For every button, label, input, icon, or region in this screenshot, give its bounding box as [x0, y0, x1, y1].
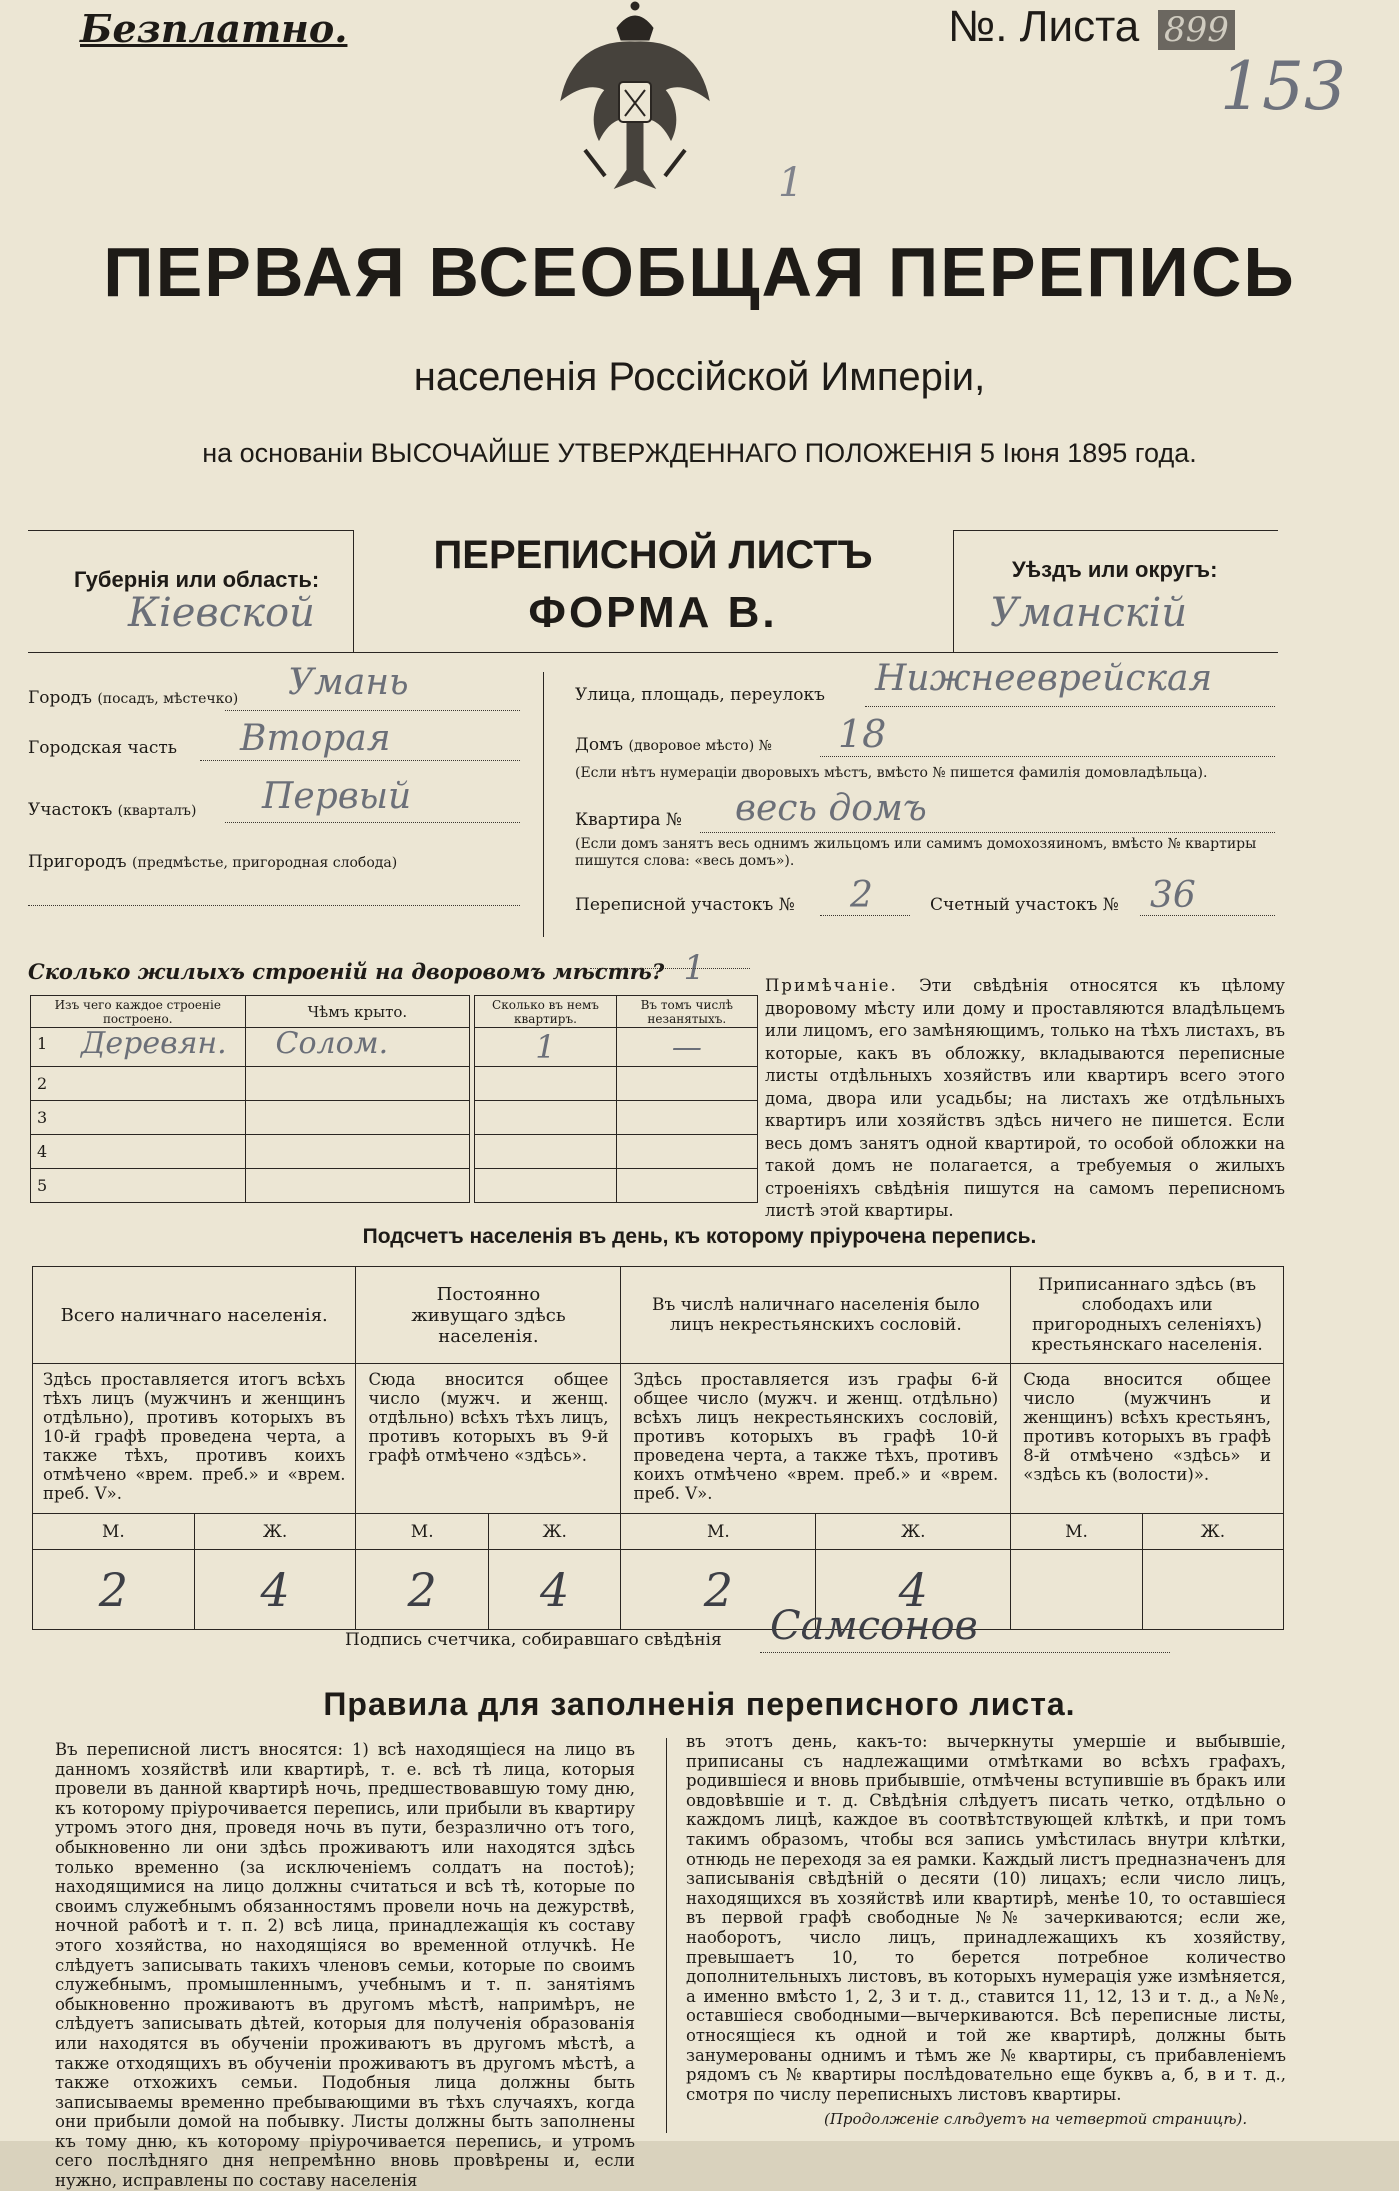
district-label-group: [28, 800, 196, 820]
col-roof: Чѣмъ крыто.: [245, 996, 470, 1028]
apartments-value: 1: [475, 1028, 616, 1067]
count-district-value: 36: [1150, 875, 1196, 916]
building-row: [31, 1169, 758, 1203]
signature-value: Самсонов: [770, 1603, 978, 1649]
row-number: 3: [31, 1101, 246, 1135]
district-value: Первый: [262, 776, 412, 817]
building-row: [31, 1028, 758, 1067]
col3-desc: Здѣсь проставляется изъ графы 6-й общее число (мужч. и женщ. отдѣльно) всѣхъ лицъ некрестьянскихъ сословій, противъ которыхъ въ графѣ 10-й проведена черта, а также тѣхъ, противъ коихъ отмѣчено «врем. преб.» и «врем. преб. V».: [621, 1364, 1011, 1514]
rules-left-column: Въ переписной листъ вносятся: 1) всѣ находящіеся на лицо въ данномъ хозяйствѣ или квартирѣ, т. е. всѣ тѣ лица, которыя провели въ данной квартирѣ ночь, предшествовавшую тому дню, къ которому пріурочивается перепись, или прибыли въ квартиру утромъ этого дня, проведя ночь въ пути, безразлично отъ того, обыкновенно ли они здѣсь проживаютъ или находятся здѣсь только временно (за исключеніемъ солдатъ на постоѣ); находящимися на лицо должны считаться и всѣ тѣ, которые по своимъ служебнымъ обязанностямъ провели ночь на дежурствѣ, ночной работѣ и т. п. 2) всѣ лица, принадлежащія къ составу этого хозяйства, но находящіяся во временной отлучкѣ. Не слѣдуетъ записывать такихъ членовъ семьи, которые по своимъ служебнымъ, промышленнымъ, учебнымъ и т. п. занятіямъ обыкновенно проживаютъ въ другомъ мѣстѣ, напримѣръ, не слѣдуетъ записывать дѣтей, которыя для полученія образованія или находятся въ обученіи проживаютъ въ другомъ мѣстѣ, а также отходящихъ въ обученіи проживаютъ въ другомъ мѣстѣ, а также отхожихъ семьи. Подобныя лица должны быть записываемы временно пребывающими въ тѣхъ случаяхъ, когда они прибыли домой на побывку. Листы должны быть заполнены къ тому дню, къ которому пріурочивается перепись, и утромъ сего послѣдняго дня непремѣнно вновь провѣрены и, если нужно, исправлены по составу населенія: [55, 1740, 635, 2191]
street-label: Улица, площадь, переулокъ: [575, 685, 825, 705]
house-hint: (Если нѣтъ нумераціи дворовыхъ мѣстъ, вмѣсто № пишется фамилія домовладѣльца).: [575, 765, 1208, 781]
form-subtitle: ФОРМА В.: [528, 588, 778, 637]
apartments-value: [475, 1169, 616, 1203]
m-label: М.: [356, 1514, 489, 1550]
apartments-value: [475, 1101, 616, 1135]
col-empty: Въ томъ числѣ незанятыхъ.: [616, 996, 757, 1028]
building-row: [31, 1135, 758, 1169]
empty-value: [616, 1169, 757, 1203]
col-material: Изъ чего каждое строеніе построено.: [31, 996, 246, 1028]
apartment-value: весь домъ: [735, 788, 927, 829]
main-title: ПЕРВАЯ ВСЕОБЩАЯ ПЕРЕПИСЬ: [103, 233, 1296, 311]
suburb-label-group: [28, 852, 397, 872]
roof-value: [245, 1067, 470, 1101]
free-label: Безплатно.: [80, 6, 348, 51]
subtitle: населенія Россійской Имперіи,: [413, 355, 986, 399]
row-number: 2: [31, 1067, 246, 1101]
buildings-table: [30, 995, 758, 1203]
resident-female: 4: [488, 1550, 621, 1630]
count-district-label: Счетный участокъ №: [930, 895, 1119, 915]
census-district-value: 2: [850, 875, 873, 916]
part-label: Городская часть: [28, 738, 178, 758]
building-row: [31, 1067, 758, 1101]
uezd-label: Уѣздъ или округъ:: [1012, 557, 1218, 582]
city-label: Городъ: [28, 688, 92, 708]
gubernia-label: Губернія или область:: [74, 567, 320, 592]
empty-value: [616, 1067, 757, 1101]
material-value: Деревян.: [81, 1026, 227, 1061]
col3-head: Въ числѣ наличнаго населенія было лицъ некрестьянскихъ сословій.: [621, 1267, 1011, 1364]
crown-icon: [617, 16, 653, 40]
city-label-group: [28, 688, 238, 708]
house-label-group: [575, 735, 772, 755]
count-title: Подсчетъ населенія въ день, къ которому пріурочена перепись.: [362, 1225, 1037, 1248]
rules-right-column: въ этотъ день, какъ-то: вычеркнуты умершіе и выбывшіе, приписаны съ надлежащими отмѣтками во всѣхъ графахъ, родившіеся и вновь прибывшіе, отмѣчены вступившіе въ бракъ или овдовѣвшіе и т. д. Свѣдѣнія слѣдуетъ писать четко, отдѣльно о каждомъ лицѣ, каждое въ соотвѣтствующей клѣткѣ, и при томъ такимъ образомъ, чтобы вся запись умѣстилась внутри клѣтки, отнюдь не переходя за ея рамки. Каждый листъ предназначенъ для записыванія свѣдѣній о десяти (10) лицахъ; если число лицъ, находящихся въ хозяйствѣ или квартирѣ, менѣе 10, то оставшіеся въ первой графѣ свободные №№ зачеркиваются; если же, наоборотъ, число лицъ, принадлежащихъ къ хозяйству, превышаетъ 10, то берется потребное количество дополнительныхъ листовъ, въ которыхъ нумерація уже измѣняется, а именно вмѣсто 1, 2, 3 и т. д., ставится 11, 12, 13 и т. д., а №№, оставшіеся свободными—вычеркиваются. Всѣ переписные листы, относящіеся къ одной и той же квартирѣ, должны быть занумерованы однимъ и тѣмъ же № квартиры, съ прибавленіемъ рядомъ съ № квартиры послѣдовательно еще буквъ а, б, в и т. д., смотря по числу переписныхъ листовъ квартиры.: [686, 1732, 1286, 2104]
nonpeasant-male: 2: [621, 1550, 816, 1630]
district-label: Участокъ: [28, 800, 113, 820]
uezd-value: Уманскій: [990, 590, 1188, 636]
signature-label: Подпись счетчика, собиравшаго свѣдѣнія: [345, 1630, 722, 1650]
basis-line: на основаніи ВЫСОЧАЙШЕ УТВЕРЖДЕННАГО ПОЛОЖЕНІЯ 5 Іюня 1895 года.: [202, 438, 1197, 468]
suburb-note: (предмѣстье, пригородная слобода): [132, 855, 398, 871]
apartment-hint: (Если домъ занятъ весь однимъ жильцомъ или самимъ домохозяиномъ, вмѣсто № квартиры пишутся слова: «весь домъ»).: [575, 836, 1257, 869]
house-note: (дворовое мѣсто) №: [628, 738, 772, 754]
buildings-question: Сколько жилыхъ строеній на дворовомъ мѣстѣ?: [28, 959, 665, 984]
m-label: М.: [33, 1514, 195, 1550]
city-value: Умань: [288, 662, 409, 703]
sheet-number-value: 899: [1158, 10, 1235, 50]
col2-desc: Сюда вносится общее число (мужч. и женщ. отдѣльно) всѣхъ тѣхъ лицъ, противъ которыхъ въ 9-й графѣ отмѣчено «здѣсь».: [356, 1364, 621, 1514]
part-value: Вторая: [240, 718, 391, 759]
empty-value: [616, 1101, 757, 1135]
form-title: ПЕРЕПИСНОЙ ЛИСТЪ: [433, 533, 873, 577]
gubernia-value: Кіевской: [128, 590, 315, 636]
empty-value: —: [616, 1028, 757, 1067]
roof-value: [245, 1101, 470, 1135]
city-note: (посадъ, мѣстечко): [97, 691, 239, 707]
m-label: М.: [621, 1514, 816, 1550]
buildings-answer: 1: [683, 948, 706, 988]
nonpeasant-female: 4: [816, 1550, 1011, 1630]
roof-value: [245, 1135, 470, 1169]
peasant-female: [1142, 1550, 1283, 1630]
building-row: [31, 1101, 758, 1135]
note-title: Примѣчаніе.: [765, 976, 898, 995]
suburb-label: Пригородъ: [28, 852, 127, 872]
rules-continued: (Продолженіе слѣдуетъ на четвертой страницѣ).: [824, 2110, 1248, 2128]
page-mark: 1: [778, 160, 804, 206]
roof-value: [245, 1169, 470, 1203]
imperial-eagle-emblem: [555, 0, 715, 205]
f-label: Ж.: [194, 1514, 356, 1550]
apartments-value: [475, 1135, 616, 1169]
m-label: М.: [1011, 1514, 1143, 1550]
census-district-label: Переписной участокъ №: [575, 895, 795, 915]
row-number: 5: [31, 1169, 246, 1203]
rules-title: Правила для заполненія переписного листа.: [323, 1686, 1076, 1722]
street-value: Нижнееврейская: [875, 658, 1213, 699]
col-apartments: Сколько въ немъ квартиръ.: [475, 996, 616, 1028]
district-note: (кварталъ): [117, 803, 197, 819]
apartment-label: Квартира №: [575, 810, 682, 830]
col1-desc: Здѣсь проставляется итогъ всѣхъ тѣхъ лицъ (мужчинъ и женщинъ отдѣльно), противъ которыхъ въ 10-й графѣ проведена черта, а также тѣхъ, противъ коихъ отмѣчено «врем. преб.» и «врем. преб. V».: [33, 1364, 356, 1514]
house-label: Домъ: [575, 735, 624, 755]
house-value: 18: [838, 712, 887, 756]
row-number: 4: [31, 1135, 246, 1169]
row-number: 1: [37, 1034, 48, 1053]
roof-value: Солом.: [275, 1026, 389, 1061]
col4-desc: Сюда вносится общее число (мужчинъ и женщинъ) всѣхъ крестьянъ, противъ которыхъ въ графѣ 8-й отмѣчено «здѣсь» и «здѣсь къ (волости)».: [1011, 1364, 1284, 1514]
resident-male: 2: [356, 1550, 489, 1630]
empty-value: [616, 1135, 757, 1169]
note-text: Эти свѣдѣнія относятся къ цѣлому дворовому мѣсту или дому и проставляются владѣльцемъ или лицомъ, его замѣняющимъ, только на тѣхъ листахъ, въ которые, какъ въ обложку, вкладываются переписные листы отдѣльныхъ хозяйствъ или квартиръ всего этого дома, двора или усадьбы; на листахъ же отдѣльныхъ квартиръ или хозяйствъ здѣсь ничего не пишется. Если весь домъ занятъ одной квартирой, то особой обложки на такой домъ не полагается, а требуемыя о жилыхъ строеніяхъ свѣдѣнія пишутся на самомъ переписномъ листѣ этой квартиры.: [765, 976, 1285, 1220]
f-label: Ж.: [1142, 1514, 1283, 1550]
archive-number: 153: [1220, 48, 1346, 125]
apartments-value: [475, 1067, 616, 1101]
sheet-number-label: №. Листа: [948, 2, 1140, 51]
col1-head: Всего наличнаго населенія.: [33, 1267, 356, 1364]
buildings-note: [765, 975, 1285, 1223]
col2-head: Постоянно живущаго здѣсь населенія.: [356, 1267, 621, 1364]
population-count-table: [32, 1266, 1284, 1630]
f-label: Ж.: [816, 1514, 1011, 1550]
total-male: 2: [33, 1550, 195, 1630]
f-label: Ж.: [488, 1514, 621, 1550]
peasant-male: [1011, 1550, 1143, 1630]
col4-head: Приписаннаго здѣсь (въ слободахъ или пригородныхъ селеніяхъ) крестьянскаго населенія.: [1011, 1267, 1284, 1364]
total-female: 4: [194, 1550, 356, 1630]
